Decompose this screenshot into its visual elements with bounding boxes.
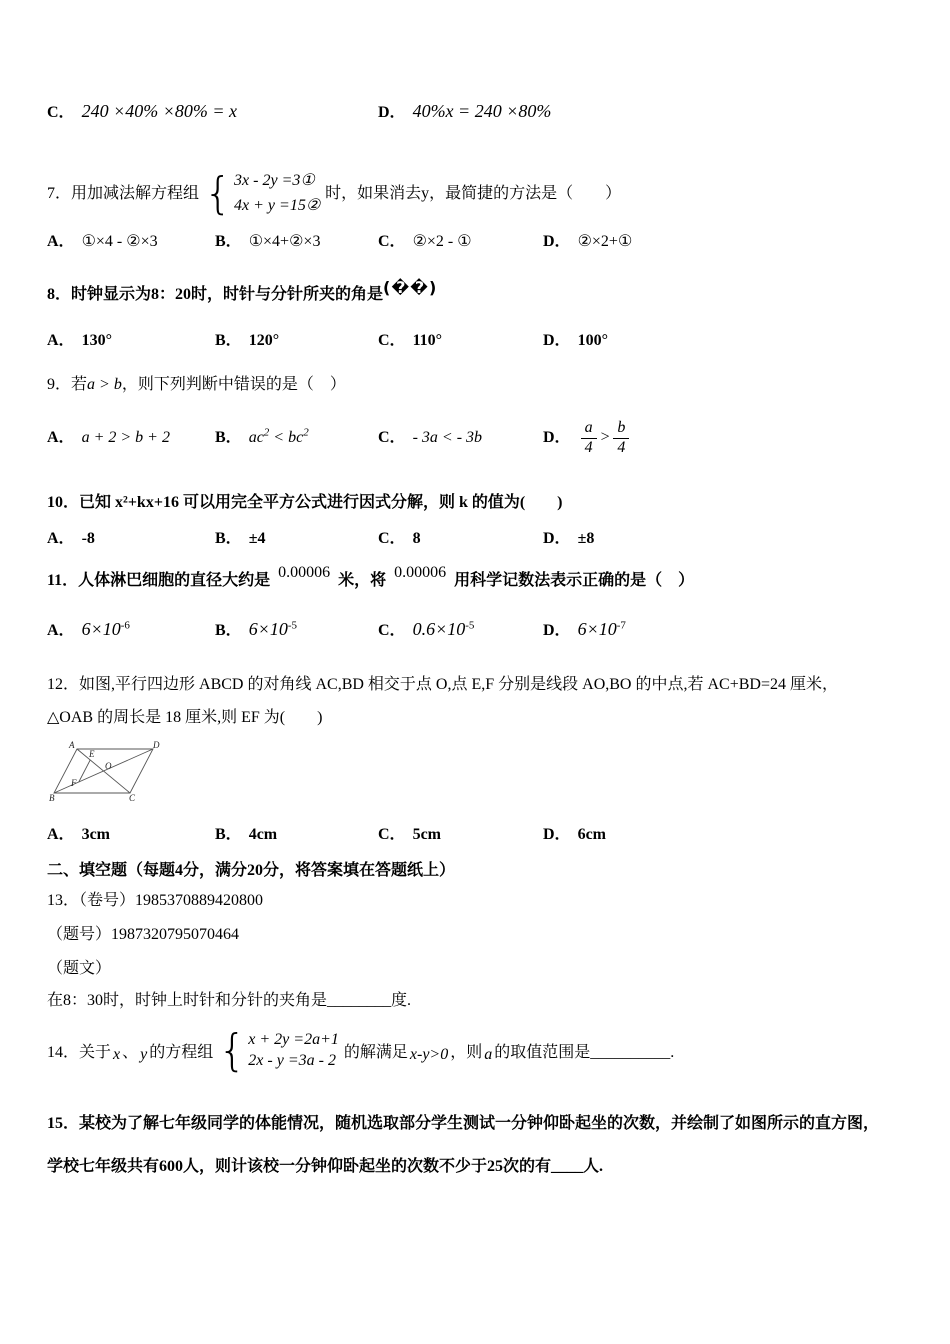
question-7: [47, 167, 910, 253]
question-15-line2: [47, 1145, 910, 1188]
fraction-numerator: b: [613, 419, 629, 438]
option-a: [47, 618, 215, 642]
question-10-options: [47, 528, 910, 550]
stem-text: 关于: [79, 1044, 112, 1062]
question-8-stem: [47, 278, 910, 306]
option-text: a + 2 > b + 2: [81, 429, 170, 446]
option-text: 100°: [577, 332, 608, 349]
option-label: D．: [543, 622, 571, 639]
option-text: 110°: [412, 332, 443, 349]
option-text: ±4: [248, 530, 266, 547]
fraction: [613, 419, 629, 457]
option-label: A．: [47, 530, 75, 547]
stem-value: 0.00006: [394, 564, 447, 581]
equations: [234, 170, 320, 217]
option-text: 5cm: [412, 826, 441, 843]
stem-text: ，则下列判断中错误的是（ ）: [121, 376, 346, 393]
option-c: [378, 618, 543, 642]
option-text: ②×2+①: [577, 233, 633, 250]
option-label: C．: [378, 530, 406, 547]
question-7-options: [47, 231, 910, 253]
option-d: [543, 618, 910, 642]
paper-id: （卷号）1985370889420800: [79, 892, 264, 909]
option-a: [47, 427, 215, 449]
figure-label-b: B: [49, 793, 55, 802]
option-label: B．: [215, 429, 242, 446]
stem-text: 时，如果消去y，最简捷的方法是（ ）: [325, 184, 622, 202]
question-12-options: [47, 824, 910, 846]
stem-text: ，则: [450, 1044, 483, 1062]
option-label: D．: [543, 332, 571, 349]
question-11-stem: [47, 564, 910, 592]
stem-text: 在8：30时，时钟上时针和分针的夹角是________度.: [47, 992, 412, 1009]
option-c: [47, 100, 378, 124]
equation-system: [218, 1025, 339, 1076]
option-d: [378, 100, 910, 124]
question-9-options: [47, 414, 910, 462]
stem-text: 人体淋巴细胞的直径大约是: [78, 572, 271, 589]
equation-2: 2x - y =3a - 2: [248, 1052, 336, 1070]
option-text: -8: [81, 530, 95, 547]
question-11-options: [47, 618, 910, 642]
parallelogram-figure: [49, 740, 910, 802]
separator: 、: [122, 1044, 139, 1062]
option-d: [543, 330, 910, 352]
option-text: ①×4+②×3: [248, 233, 321, 250]
option-d: [543, 528, 910, 550]
option-base: 6×10: [81, 619, 121, 639]
stem-text: 的取值范围是__________.: [494, 1044, 675, 1062]
question-15: [47, 1102, 910, 1188]
option-label: B．: [215, 826, 242, 843]
option-label: A．: [47, 332, 75, 349]
option-base: 6×10: [248, 619, 288, 639]
option-d: [543, 231, 910, 253]
question-13-line2: [47, 924, 910, 946]
question-id: （题号）1987320795070464: [47, 926, 240, 943]
option-formula: 240 ×40% ×80% = x: [81, 101, 237, 121]
option-b: [215, 618, 378, 642]
option-label: C．: [378, 826, 406, 843]
prev-question-options: [47, 100, 910, 124]
question-10: [47, 492, 910, 550]
stem-text: 的解满足: [343, 1044, 408, 1062]
option-label: B．: [215, 332, 242, 349]
option-text: 4cm: [248, 826, 278, 843]
option-label: C．: [378, 622, 406, 639]
option-text: 120°: [248, 332, 280, 349]
relation-sign: >: [599, 428, 611, 446]
option-text: ②×2 - ①: [412, 233, 472, 250]
option-label: A．: [47, 622, 75, 639]
option-text: ±8: [577, 530, 595, 547]
option-base: 6×10: [577, 619, 617, 639]
option-label: C．: [47, 104, 75, 121]
stem-value: 0.00006: [278, 564, 331, 581]
option-label: B．: [215, 530, 242, 547]
option-b: [215, 427, 378, 449]
figure-label-f: F: [71, 778, 77, 788]
stem-text: 用科学记数法表示正确的是（ ）: [454, 572, 695, 589]
stem-text: 某校为了解七年级同学的体能情况，随机选取部分学生测试一分钟仰卧起坐的次数，并绘制了如图所示的直方图，: [79, 1114, 880, 1132]
exponent: -5: [465, 619, 475, 632]
question-number: 12．: [47, 676, 80, 693]
option-label: A．: [47, 429, 75, 446]
fraction: [581, 419, 597, 457]
equation-system: [204, 167, 321, 219]
option-label: C．: [378, 429, 406, 446]
parallelogram-figure-svg: [49, 740, 161, 802]
option-text: ac: [248, 429, 264, 446]
garbled-characters: (��): [383, 278, 438, 297]
stem-text: 时钟显示为8：20时，时针与分针所夹的角是: [71, 286, 384, 303]
question-9: [47, 374, 910, 462]
exponent: -5: [287, 619, 298, 632]
question-13-line1: [47, 890, 910, 912]
question-14: [47, 1025, 910, 1076]
option-text: ①×4 - ②×3: [81, 233, 158, 250]
question-15-line1: [47, 1102, 910, 1145]
option-label: B．: [215, 622, 242, 639]
option-base: 0.6×10: [412, 619, 466, 639]
equation-2: 4x + y =15②: [234, 197, 321, 214]
fraction-numerator: a: [581, 419, 597, 438]
stem-condition: a > b: [87, 376, 122, 393]
option-d: [543, 419, 910, 457]
question-11: [47, 564, 910, 642]
stem-text: 用加减法解方程组: [71, 184, 200, 202]
option-label: C．: [378, 233, 406, 250]
figure-label-a: A: [69, 740, 75, 750]
option-a: [47, 528, 215, 550]
question-number: 14．: [47, 1044, 80, 1062]
exponent: -6: [120, 619, 130, 632]
exponent: 2: [263, 426, 270, 439]
question-12: [47, 668, 910, 846]
variable-x: x: [113, 1045, 121, 1063]
option-label: D．: [543, 530, 571, 547]
stem-text: 学校七年级共有600人，则计该校一分钟仰卧起坐的次数不少于25次的有____人.: [47, 1157, 604, 1175]
question-10-stem: [47, 492, 910, 514]
question-7-stem: [47, 167, 910, 219]
option-text: 3cm: [81, 826, 110, 843]
fraction-denominator: 4: [584, 438, 593, 456]
option-c: [378, 427, 543, 449]
stem-text: △OAB 的周长是 18 厘米,则 EF 为( ): [47, 709, 323, 726]
option-a: [47, 330, 215, 352]
option-b: [215, 528, 378, 550]
question-12-stem-line1: [47, 668, 910, 701]
option-label: A．: [47, 826, 75, 843]
exponent: -7: [616, 619, 626, 632]
option-text: < bc: [269, 429, 304, 446]
option-b: [215, 330, 378, 352]
question-number: 9．: [47, 376, 72, 393]
stem-text: 如图,平行四边形 ABCD 的对角线 AC,BD 相交于点 O,点 E,F 分别是线段 AO,BO 的中点,若 AC+BD=24 厘米，: [79, 676, 838, 693]
brace-glyph: {: [204, 167, 233, 219]
question-number: 15．: [47, 1114, 80, 1132]
figure-label-o: O: [105, 761, 112, 771]
question-8: [47, 278, 910, 352]
question-number: 7．: [47, 184, 72, 202]
question-13-line3: [47, 958, 910, 980]
option-c: [378, 824, 543, 846]
question-number: 13．: [47, 892, 80, 909]
option-a: [47, 231, 215, 253]
fraction-denominator: 4: [617, 438, 626, 456]
option-label: D．: [543, 826, 571, 843]
option-c: [378, 330, 543, 352]
stem-text: 已知 x²+kx+16 可以用完全平方公式进行因式分解，则 k 的值为( ): [79, 494, 563, 511]
brace-glyph: {: [218, 1025, 247, 1076]
figure-label-d: D: [153, 740, 160, 750]
option-label: D．: [543, 428, 571, 446]
variable-a: a: [484, 1045, 493, 1063]
figure-label-c: C: [129, 793, 136, 802]
question-9-stem: [47, 374, 910, 396]
option-text: 130°: [81, 332, 112, 349]
option-label: C．: [378, 332, 406, 349]
option-c: [378, 231, 543, 253]
stem-text: 的方程组: [149, 1044, 214, 1062]
section-2-title: 二、填空题（每题4分，满分20分，将答案填在答题纸上）: [47, 862, 456, 879]
question-13: [47, 890, 910, 1012]
option-label: D．: [543, 233, 571, 250]
variable-y: y: [140, 1045, 148, 1063]
equation-1: 3x - 2y =3①: [234, 172, 315, 189]
equations: [248, 1031, 339, 1070]
option-c: [378, 528, 543, 550]
option-text: 8: [412, 530, 421, 547]
question-12-stem-line2: [47, 701, 910, 734]
option-label: A．: [47, 233, 75, 250]
question-number: 11．: [47, 572, 79, 589]
option-text: 6cm: [577, 826, 606, 843]
option-text: - 3a < - 3b: [412, 429, 483, 446]
condition: x-y>0: [409, 1045, 449, 1063]
question-8-options: [47, 330, 910, 352]
question-body-label: （题文）: [47, 960, 112, 977]
question-13-line4: [47, 990, 910, 1012]
stem-text: 若: [71, 376, 88, 393]
question-number: 10．: [47, 494, 80, 511]
question-number: 8．: [47, 286, 72, 303]
option-label: D．: [378, 104, 406, 121]
option-d: [543, 824, 910, 846]
option-label: B．: [215, 233, 242, 250]
figure-label-e: E: [89, 749, 95, 759]
option-formula: 40%x = 240 ×80%: [412, 101, 552, 121]
stem-text: 米，将: [338, 572, 387, 589]
equation-1: x + 2y =2a+1: [248, 1031, 339, 1049]
option-a: [47, 824, 215, 846]
exponent: 2: [303, 426, 309, 439]
option-b: [215, 231, 378, 253]
option-b: [215, 824, 378, 846]
